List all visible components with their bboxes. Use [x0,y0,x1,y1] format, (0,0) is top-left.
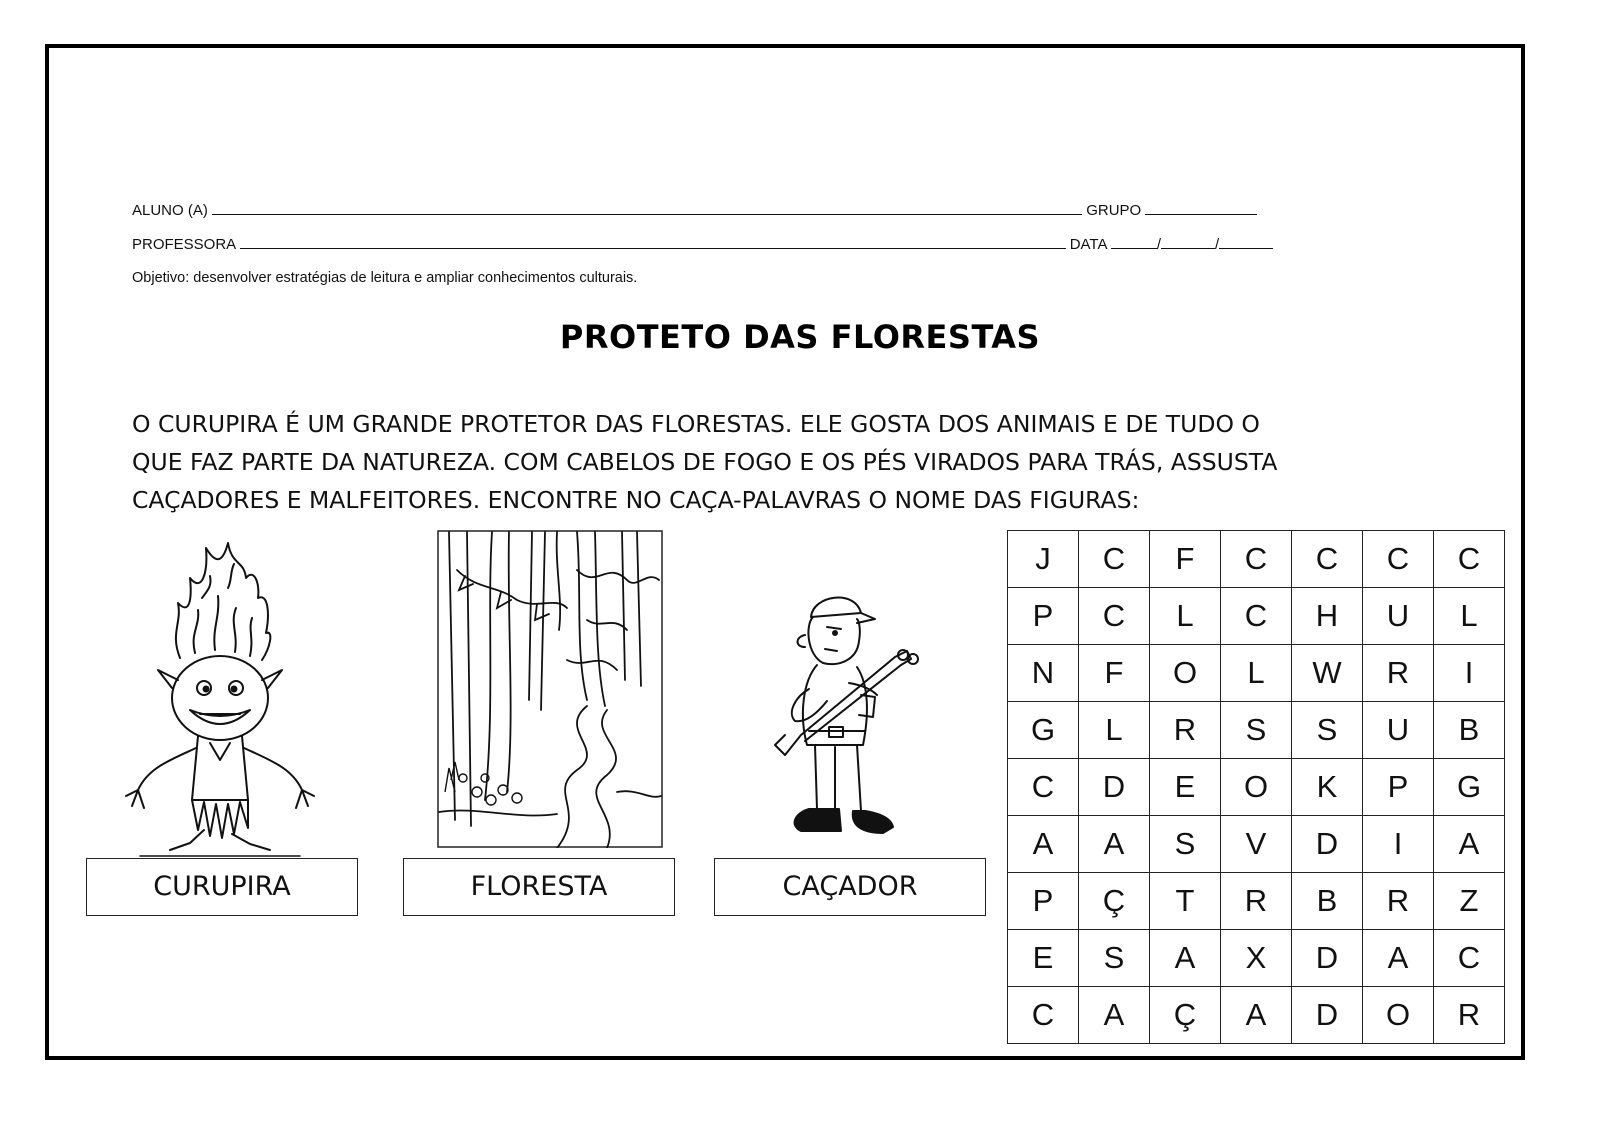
figure-label-cacador: CAÇADOR [714,858,986,916]
word-search-cell[interactable]: C [1363,531,1434,588]
word-search-cell[interactable]: D [1079,759,1150,816]
intro-line: CAÇADORES E MALFEITORES. ENCONTRE NO CAÇA-PALAVRAS O NOME DAS FIGURAS: [132,486,1140,514]
word-search-cell[interactable]: S [1150,816,1221,873]
word-search-cell[interactable]: R [1221,873,1292,930]
word-search-cell[interactable]: D [1292,987,1363,1044]
student-label: ALUNO (A) [132,202,208,219]
word-search-cell[interactable]: X [1221,930,1292,987]
date-day-blank[interactable] [1111,236,1157,249]
word-search-cell[interactable]: Z [1434,873,1505,930]
figure-label-floresta: FLORESTA [403,858,675,916]
group-label: GRUPO [1086,202,1142,219]
date-separator: / [1156,236,1161,253]
word-search-cell[interactable]: C [1434,930,1505,987]
student-field[interactable] [132,202,1257,219]
word-search-row [1008,588,1505,645]
word-search-cell[interactable]: R [1363,873,1434,930]
word-search-cell[interactable]: I [1363,816,1434,873]
word-search-cell[interactable]: F [1079,645,1150,702]
word-search-cell[interactable]: K [1292,759,1363,816]
word-search-row [1008,702,1505,759]
word-search-cell[interactable]: C [1221,588,1292,645]
word-search-cell[interactable]: O [1150,645,1221,702]
intro-paragraph [132,405,1472,519]
word-search-cell[interactable]: U [1363,588,1434,645]
word-search-cell[interactable]: A [1150,930,1221,987]
word-search-row [1008,873,1505,930]
word-search-cell[interactable]: N [1008,645,1079,702]
word-search-row [1008,816,1505,873]
word-search-cell[interactable]: A [1434,816,1505,873]
word-search-cell[interactable]: L [1150,588,1221,645]
word-search-cell[interactable]: O [1363,987,1434,1044]
date-year-blank[interactable] [1219,236,1273,249]
word-search-cell[interactable]: C [1079,531,1150,588]
word-search-cell[interactable]: S [1221,702,1292,759]
word-search-cell[interactable]: C [1079,588,1150,645]
word-search-row [1008,987,1505,1044]
word-search-row [1008,645,1505,702]
word-search-cell[interactable]: S [1292,702,1363,759]
word-search-cell[interactable]: H [1292,588,1363,645]
word-search-cell[interactable]: B [1292,873,1363,930]
word-search-cell[interactable]: R [1363,645,1434,702]
word-search-cell[interactable]: C [1434,531,1505,588]
word-search-cell[interactable]: C [1221,531,1292,588]
word-search-row [1008,759,1505,816]
forest-illustration [437,530,663,848]
student-blank[interactable] [212,202,1082,215]
date-separator: / [1215,236,1220,253]
curupira-illustration [120,538,320,858]
word-search-cell[interactable]: D [1292,930,1363,987]
word-search-cell[interactable]: A [1363,930,1434,987]
hunter-illustration [765,585,925,850]
word-search-cell[interactable]: D [1292,816,1363,873]
word-search-row [1008,531,1505,588]
word-search-row [1008,930,1505,987]
word-search-cell[interactable]: V [1221,816,1292,873]
word-search-cell[interactable]: L [1434,588,1505,645]
word-search-cell[interactable]: E [1008,930,1079,987]
word-search-cell[interactable]: A [1079,987,1150,1044]
word-search-cell[interactable]: C [1292,531,1363,588]
word-search-cell[interactable]: A [1079,816,1150,873]
word-search-cell[interactable]: L [1079,702,1150,759]
word-search-cell[interactable]: F [1150,531,1221,588]
word-search-cell[interactable]: I [1434,645,1505,702]
page-title: PROTETO DAS FLORESTAS [559,318,1041,356]
word-search-cell[interactable]: A [1221,987,1292,1044]
date-label: DATA [1069,236,1107,253]
date-month-blank[interactable] [1161,236,1215,249]
teacher-field[interactable] [132,236,1273,253]
word-search-cell[interactable]: C [1008,987,1079,1044]
word-search-cell[interactable]: W [1292,645,1363,702]
word-search-cell[interactable]: G [1434,759,1505,816]
word-search-cell[interactable]: Ç [1150,987,1221,1044]
word-search-cell[interactable]: R [1434,987,1505,1044]
word-search-grid[interactable] [1007,530,1505,1044]
teacher-label: PROFESSORA [132,236,236,253]
word-search-cell[interactable]: Ç [1079,873,1150,930]
word-search-cell[interactable]: R [1150,702,1221,759]
word-search-cell[interactable]: P [1008,588,1079,645]
group-blank[interactable] [1145,202,1257,215]
word-search-cell[interactable]: S [1079,930,1150,987]
word-search-cell[interactable]: T [1150,873,1221,930]
word-search-cell[interactable]: U [1363,702,1434,759]
word-search-cell[interactable]: J [1008,531,1079,588]
intro-line: O CURUPIRA É UM GRANDE PROTETOR DAS FLORESTAS. ELE GOSTA DOS ANIMAIS E DE TUDO O [132,410,1260,438]
word-search-cell[interactable]: E [1150,759,1221,816]
word-search-cell[interactable]: C [1008,759,1079,816]
word-search-cell[interactable]: O [1221,759,1292,816]
intro-line: QUE FAZ PARTE DA NATUREZA. COM CABELOS DE FOGO E OS PÉS VIRADOS PARA TRÁS, ASSUSTA [132,448,1278,476]
figure-label-curupira: CURUPIRA [86,858,358,916]
word-search-cell[interactable]: L [1221,645,1292,702]
word-search-cell[interactable]: G [1008,702,1079,759]
teacher-blank[interactable] [240,236,1066,249]
word-search-cell[interactable]: P [1008,873,1079,930]
word-search-cell[interactable]: A [1008,816,1079,873]
word-search-cell[interactable]: B [1434,702,1505,759]
word-search-cell[interactable]: P [1363,759,1434,816]
objective-text: Objetivo: desenvolver estratégias de leitura e ampliar conhecimentos culturais. [132,270,638,286]
